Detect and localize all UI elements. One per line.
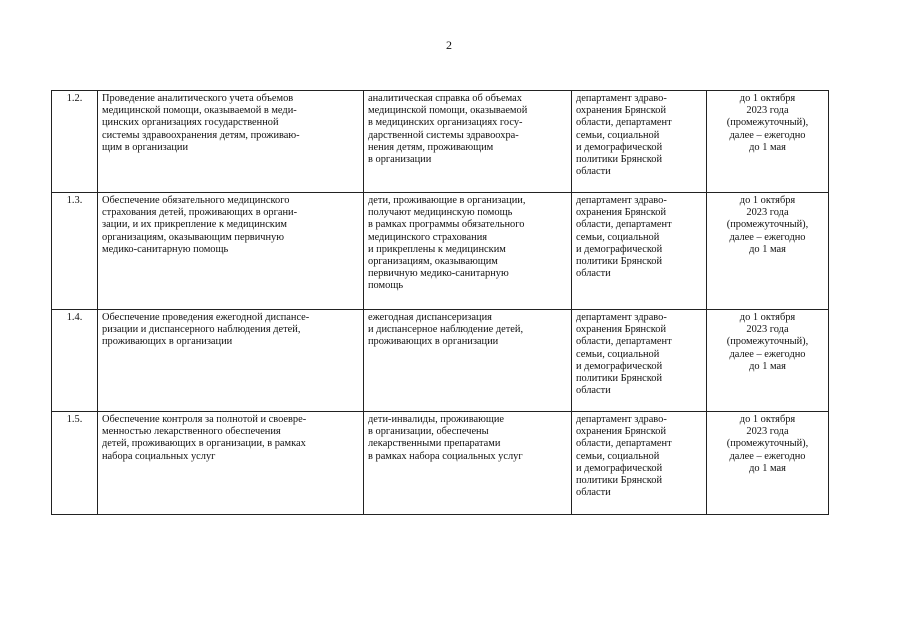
result-text: дети, проживающие в организации, получают медицинскую помощь в рамках программы обязательного медицинского страхования и прикреплены к медицинским организациям, оказывающим первичную медико-санитарную помощь (368, 195, 526, 292)
item-number-cell (52, 412, 98, 515)
result-text: дети-инвалиды, проживающие в организации, обеспечены лекарственными препаратами в рамках набора социальных услуг (368, 414, 523, 462)
page-number: 2 (446, 38, 452, 52)
item-number: 1.4. (66, 312, 83, 323)
responsible-cell (572, 412, 707, 515)
item-number-cell (52, 310, 98, 412)
item-number-cell (52, 193, 98, 310)
deadline-cell (707, 193, 829, 310)
item-number: 1.2. (66, 93, 83, 104)
action-cell (98, 412, 364, 515)
item-number: 1.5. (66, 414, 83, 425)
responsible-text: департамент здраво- охранения Брянской области, департамент семьи, социальной и демографической политики Брянской области (576, 414, 672, 499)
deadline-text: до 1 октября 2023 года (промежуточный), далее – ежегодно до 1 мая (726, 195, 809, 255)
deadline-cell (707, 412, 829, 515)
responsible-cell (572, 310, 707, 412)
action-text: Проведение аналитического учета объемов медицинской помощи, оказываемой в меди- цинских организациях государственной системы здравоохранения детям, проживаю- щим в организации (102, 93, 300, 153)
deadline-cell (707, 91, 829, 193)
deadline-cell (707, 310, 829, 412)
table-row (52, 193, 829, 310)
responsible-cell (572, 91, 707, 193)
result-cell (364, 91, 572, 193)
responsible-text: департамент здраво- охранения Брянской области, департамент семьи, социальной и демографической политики Брянской области (576, 93, 672, 178)
result-text: ежегодная диспансеризация и диспансерное наблюдение детей, проживающих в организации (368, 312, 524, 348)
item-number: 1.3. (66, 195, 83, 206)
table-row (52, 310, 829, 412)
action-plan-table (51, 90, 829, 515)
result-cell (364, 412, 572, 515)
responsible-text: департамент здраво- охранения Брянской области, департамент семьи, социальной и демографической политики Брянской области (576, 195, 672, 280)
action-text: Обеспечение проведения ежегодной диспансе- ризации и диспансерного наблюдения детей, проживающих в организации (102, 312, 310, 348)
deadline-text: до 1 октября 2023 года (промежуточный), далее – ежегодно до 1 мая (726, 312, 809, 372)
action-cell (98, 91, 364, 193)
result-cell (364, 310, 572, 412)
deadline-text: до 1 октября 2023 года (промежуточный), далее – ежегодно до 1 мая (726, 93, 809, 153)
action-cell (98, 193, 364, 310)
result-cell (364, 193, 572, 310)
table-row (52, 91, 829, 193)
action-cell (98, 310, 364, 412)
deadline-text: до 1 октября 2023 года (промежуточный), далее – ежегодно до 1 мая (726, 414, 809, 474)
responsible-cell (572, 193, 707, 310)
action-text: Обеспечение обязательного медицинского страхования детей, проживающих в органи- зации, и их прикрепление к медицинским организациям, оказывающим первичную медико-санитарную помощь (102, 195, 298, 255)
item-number-cell (52, 91, 98, 193)
responsible-text: департамент здраво- охранения Брянской области, департамент семьи, социальной и демографической политики Брянской области (576, 312, 672, 397)
action-text: Обеспечение контроля за полнотой и своевре- менностью лекарственного обеспечения детей, проживающих в организации, в рамках набора социальных услуг (102, 414, 307, 462)
result-text: аналитическая справка об объемах медицинской помощи, оказываемой в медицинских организациях госу- дарственной системы здравоохра- нения детям, проживающим в организации (368, 93, 528, 166)
table-row (52, 412, 829, 515)
